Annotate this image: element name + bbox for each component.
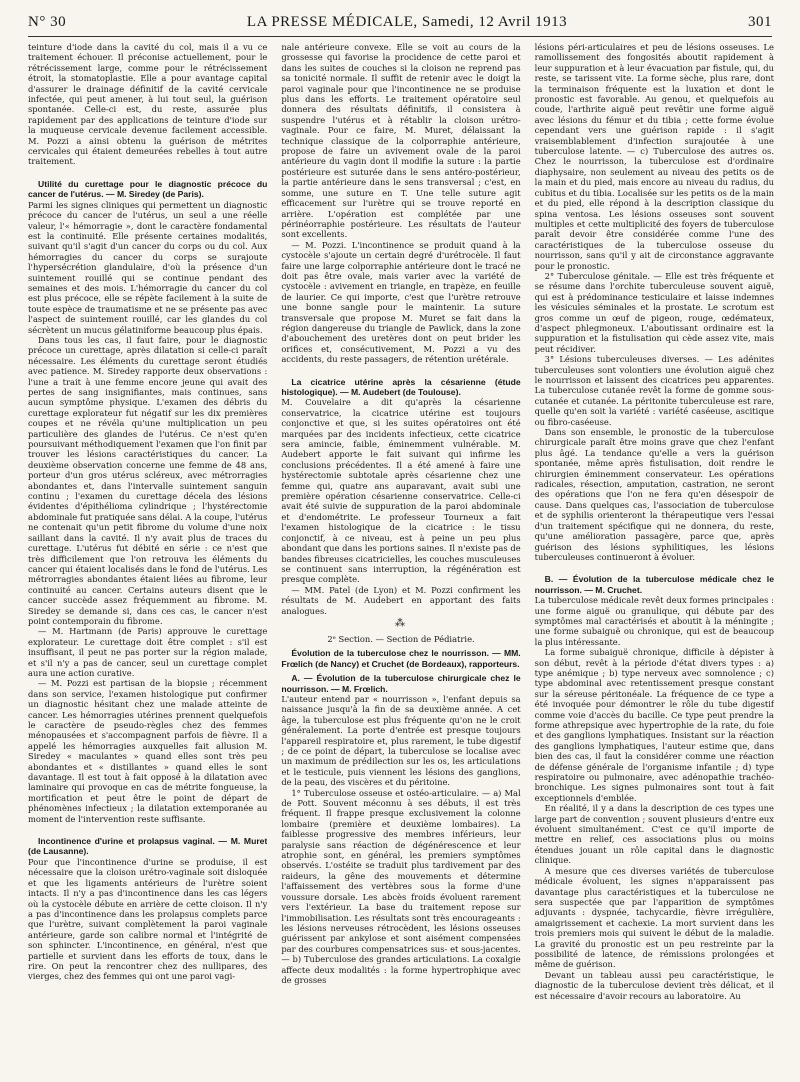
article-heading: Utilité du curettage pour le diagnostic précoce du cancer de l'utérus. — M. Siredey (de Paris). (28, 178, 268, 200)
section-title: 2ᵉ Section. — Section de Pédiatrie. (327, 633, 475, 644)
paragraph: La tuberculose médicale revêt deux formes principales : une forme aiguë ou granulique, qui débute par des symptômes mal caractérisés et aboutit à la méningite ; une forme subaiguë ou chronique, qui est de beaucoup la plus intéressante. (534, 595, 774, 647)
paragraph: — M. Pozzi est partisan de la biopsie ; récemment dans son service, l'examen histologique put confirmer un diagnostic hésitant chez une malade atteinte de cancer. Les hémorragies utérines prennent quelquefois le caractère de pseudo-règles chez des femmes ménopausées et s'accompagnent parfois de fièvre. Il a appelé les hémorragies auxquelles fait allusion M. Siredey « maculantes » quand elles sont très peu abondantes et « distillantes » quand elles le sont davantage. Il est tout à fait opposé à la dilatation avec laminaire qui provoque en cas de métrite fongueuse, la mortification et peut être le point de départ de phénomènes infectieux ; la dilatation extemporanée au moment de l'intervention reste suffisante. (28, 678, 268, 824)
column-1 (28, 42, 267, 1078)
paragraph: M. Couvelaire a dit qu'après la césarienne conservatrice, la cicatrice utérine est toujours conjonctive et que, si les suites opératoires ont été marquées par des incidents infectieux, cette cicatrice sera amincie, faible, éminemment vulnérable. M. Audebert apporte le fait suivant qui infirme les conclusions précédentes. Il a été amené à faire une hystérectomie subtotale après césarienne chez une femme qui, quatre ans auparavant, avait subi une première opération césarienne conservatrice. Celle-ci avait été suivie de suppuration de la paroi abdominale et d'endométrite. Le professeur Tourneux a fait l'examen histologique de la cicatrice : le tissu conjonctif, à ce niveau, est à peine un peu plus abondant que dans les portions saines. Il n'existe pas de bandes fibreuses cicatricielles, les couches musculeuses se continuent sans interruption, la régénération est presque complète. (281, 397, 521, 585)
paragraph: lésions péri-articulaires et peu de lésions osseuses. Le ramollissement des fongosités aboutit rapidement à leur suppuration et à leur évacuation par fistule, qui, du reste, se tarissent vite. La forme sèche, plus rare, dont la terminaison fréquente est la luxation et dont le pronostic est favorable. Au genou, et quelquefois au coude, l'arthrite aiguë peut revêtir une forme aiguë avec lésions du fémur et du tibia ; cette forme évolue cependant vers une guérison rapide : il s'agit vraisemblablement d'infection surajoutée à une tuberculose latente. — c) Tuberculose des autres os. Chez le nourrisson, la tuberculose est d'ordinaire diaphysaire, non seulement au niveau des petits os de la main et du pied, mais encore au niveau du radius, du cubitus et du tibia. Localisée sur les petits os de la main et du pied, elle répond à la description classique du spina ventosa. Les lésions osseuses sont souvent multiples et cette multiplicité des foyers de tuberculose paraît devoir être considérée comme l'une des caractéristiques de la tuberculose osseuse du nourrisson, sans qu'il y ait de circonstance aggravante pour le pronostic. (534, 42, 774, 271)
paragraph: En réalité, il y a dans la description de ces types une large part de convention ; souvent plusieurs d'entre eux évoluent simultanément. C'est ce qu'il importe de mettre en relief, ces associations plus ou moins étendues jouant un rôle capital dans le diagnostic clinique. (534, 803, 774, 866)
column-3 (535, 42, 774, 1078)
text-columns (28, 42, 774, 1078)
section-ornament: ⁂ (394, 617, 407, 629)
article-heading: Évolution de la tuberculose chez le nourrisson. — MM. Frœlich (de Nancy) et Cruchet (de Bordeaux), rapporteurs. (281, 648, 521, 669)
paragraph: Pour que l'incontinence d'urine se produise, il est nécessaire que la cloison urétro-vaginale soit disloquée et que les ligaments antérieurs de l'urètre soient intacts. Il n'y a pas d'incontinence dans les cas légers où la cystocèle débute en arrière de cette cloison. Il n'y a pas d'incontinence dans les prolapsus complets parce que l'urètre, suivant complètement la paroi vaginale antérieure, garde son calibre normal et l'intégrité de son sphincter. L'incontinence, en général, n'est que partielle et survient dans les efforts de toux, dans le rire. On peut la rencontrer chez des nullipares, des vierges, chez des femmes qui ont une paroi vagi- (28, 856, 268, 982)
journal-title: LA PRESSE MÉDICALE, Samedi, 12 Avril 1913 (246, 14, 568, 30)
column-2 (281, 42, 520, 1078)
paragraph: 2° Tuberculose génitale. — Elle est très fréquente et se résume dans l'orchite tuberculeuse souvent aiguë, qui est à prédominance testiculaire et laisse indemnes les vésicules séminales et la prostate. Le scrotum est gros comme un œuf de pigeon, rouge, œdémateux, d'aspect phlegmoneux. L'aboutissant ordinaire est la suppuration et la fistulisation qui cède assez vite, mais peut récidiver. (534, 270, 774, 354)
paragraph: — M. Hartmann (de Paris) approuve le curettage explorateur. Le curettage doit être complet : s'il est insuffisant, il peut ne pas porter sur la région malade, et s'il n'y a pas de cancer, seul un curettage complet aura une action curative. (28, 626, 268, 678)
paragraph: 1° Tuberculose osseuse et ostéo-articulaire. — a) Mal de Pott. Souvent méconnu à ses débuts, il est très fréquent. Il frappe presque exclusivement la colonne lombaire (première et deuxième lombaires). La faiblesse progressive des membres inférieurs, leur paralysie sans réaction de dégénérescence et leur atrophie sont, en général, les premiers symptômes observés. L'ostéite se traduit plus tardivement par des raideurs, la gêne des mouvements et détermine l'affaissement des vertèbres sous la forme d'une voussure dorsale. Les abcès froids évoluent rarement vers l'extérieur. La base du traitement repose sur l'immobilisation. Les résultats sont très encourageants : les lésions nerveuses rétrocèdent, les lésions osseuses guérissent par ankylose et sont aisément compensées par des courbures compensatrices sus- et sous-jacentes. — b) Tuberculose des grandes articulations. La coxalgie affecte deux modalités : la forme hypertrophique avec de grosses (281, 787, 521, 985)
spacer (535, 562, 774, 570)
paragraph: nale antérieure convexe. Elle se voit au cours de la grossesse qui favorise la procidence de cette paroi et dans les suites de couches si la cloison ne reprend pas sa tonicité normale. Il suffit de retenir avec le doigt la paroi vaginale pour que l'incontinence ne se produise plus dans les efforts. Le traitement opératoire seul donnera des résultats définitifs, il consistera à suspendre l'utérus et à rétablir la cloison urétro-vaginale. Pour ce faire, M. Muret, délaissant la technique classique de la colporraphie antérieure, propose de faire un avivement ovale de la paroi antérieure du vagin dont il modifie la suture : la partie postérieure est suturée dans le sens antéro-postérieur, la partie antérieure dans le sens transversal ; c'est, en somme, une suture en T. Une telle suture agit efficacement sur l'urètre qui se trouve reporté en arrière. L'opération est complétée par une périnéorraphie postérieure. Les résultats de l'auteur sont excellents. (281, 42, 521, 240)
header-rule (28, 36, 772, 37)
paragraph: A mesure que ces diverses variétés de tuberculose médicale évoluent, les signes n'apparaissent pas davantage plus caractéristiques et la tuberculose ne sera suspectée que par l'apparition de symptômes adjuvants : dyspnée, tachycardie, fièvre irrégulière, amaigrissement et cachexie. La mort survient dans les trois premiers mois qui suivent le début de la maladie. La gravité du pronostic est un peu restreinte par la possibilité de latence, de rémissions prolongées et même de guérison. (534, 865, 774, 970)
article-heading: B. — Évolution de la tuberculose médicale chez le nourrisson. — M. Cruchet. (534, 574, 774, 595)
paragraph: Dans tous les cas, il faut faire, pour le diagnostic précoce un curettage, après dilatation si celle-ci paraît nécessaire. Les éléments du curettage seront étudiés avec patience. M. Siredey rapporte deux observations : l'une a trait à une femme encore jeune qui avait des pertes de sang insignifiantes, mais continues, sans aucun symptôme physique. L'examen des débris du curettage explorateur fut négatif sur les dix premières coupes et ne révéla qu'une multiplication un peu particulière des glandes de l'utérus. Ce n'est qu'en poursuivant méthodiquement l'examen que l'on finit par trouver les lésions caractéristiques du cancer. La deuxième observation concerne une femme de 48 ans, porteur d'un gros utérus scléreux, avec métrorragies abondantes et, dans l'intervalle suintement sanguin continu ; l'examen du curettage décela des lésions évidentes d'épithélioma cylindrique ; l'hystérectomie abdominale fut pratiquée sans délai. A la coupe, l'utérus ne contenait qu'un petit fibrome du volume d'une noix saillant dans la cavité. Il n'y avait plus de traces du curettage. L'utérus fut débité en série : ce n'est que très difficilement que l'on retrouva les éléments du cancer qui étaient localisés dans le fond de l'utérus. Les métrorragies abondantes étaient liées au fibrome, leur continuité au cancer. Certains auteurs disent que le cancer succède assez fréquemment au fibrome. M. Siredey se demande si, dans ces cas, le cancer n'est point contemporain du fibrome. (28, 334, 268, 626)
paragraph: Devant un tableau aussi peu caractéristique, le diagnostic de la tuberculose devient très délicat, et il est nécessaire d'avoir recours au laboratoire. Au (534, 969, 774, 1001)
paragraph: — MM. Patel (de Lyon) et M. Pozzi confirment les résultats de M. Audebert en apportant des faits analogues. (281, 584, 521, 616)
paragraph: — M. Pozzi. L'incontinence se produit quand à la cystocèle s'ajoute un certain degré d'urétrocèle. Il faut faire une large colporraphie antérieure dont le tracé ne doit pas être ovale, mais varier avec la variété de cystocèle : avivement en triangle, en trapèze, en feuille de laurier. Ce qui importe, c'est que l'urètre retrouve une bonne sangle pour le maintenir. La suture transversale que propose M. Muret se fait dans la région dangereuse du triangle de Pawlick, dans la zone d'abouchement des uretères dont on peut brider les orifices et, consécutivement, M. Pozzi a vu des accidents, du reste passagers, de rétention urétérale. (281, 239, 521, 365)
page-header (28, 14, 772, 36)
issue-number: N° 30 (28, 14, 67, 30)
spacer (28, 824, 267, 832)
article-heading: Incontinence d'urine et prolapsus vaginal. — M. Muret (de Lausanne). (28, 836, 268, 857)
paragraph: Parmi les signes cliniques qui permettent un diagnostic précoce du cancer de l'utérus, un seul a une réelle valeur, l'« hémorragie », dont le caractère fondamental est la continuité. Elle présente certaines modalités, suivant qu'il s'agit d'un cancer du corps ou du col. Aux hémorragies du cancer du corps se surajoute l'hypersécrétion glandulaire, d'où la présence d'un suintement rouillé qui se continue pendant des semaines et des mois. L'hémorragie du cancer du col est plus précoce, elle se répète facilement à la suite de toute espèce de traumatisme et ne se présente pas avec l'aspect de suintement rouillé, car les glandes du col sécrètent un mucus gélatiniforme beaucoup plus épais. (28, 199, 268, 335)
paragraph: 3° Lésions tuberculeuses diverses. — Les adénites tuberculeuses sont volontiers une évolution aiguë chez le nourrisson et laissent des cicatrices peu apparentes. La tuberculose cutanée revêt la forme de gomme sous-cutanée et cutanée. La péritonite tuberculeuse est rare, quelle qu'en soit la variété : variété caséeuse, ascitique ou fibro-caséeuse. (534, 354, 774, 427)
paragraph: teinture d'iode dans la cavité du col, mais il a vu ce traitement échouer. Il préconise actuellement, pour le rétrécissement large, comme pour le rétrécissement étroit, la stomatoplastie. Elle a pour avantage capital d'assurer le drainage définitif de la cavité cervicale infectée, qui peut amener, à lui tout seul, la guérison spontanée. Celle-ci est, du reste, assurée plus rapidement par des applications de teinture d'iode sur la muqueuse cervicale devenue facilement accessible. M. Pozzi a ainsi obtenu la guérison de métrites cervicales qui étaient demeurées rebelles à tout autre traitement. (28, 42, 268, 167)
paragraph: L'auteur entend par « nourrisson », l'enfant depuis sa naissance jusqu'à la fin de sa deuxième année. A cet âge, la tuberculose est plus fréquente qu'on ne le croit généralement. La porte d'entrée est presque toujours l'appareil respiratoire et, plus rarement, le tube digestif ; de ce point de départ, la tuberculose se localise avec un maximum de prédilection sur les os, les articulations et le testicule, puis viennent les lésions des ganglions, de la peau, des viscères et du péritoine. (281, 693, 521, 788)
page-number: 301 (747, 14, 772, 30)
paragraph: Dans son ensemble, le pronostic de la tuberculose chirurgicale paraît être moins grave que chez l'enfant plus âgé. La tendance qu'elle a vers la guérison spontanée, même après fistulisation, doit rendre le chirurgien éminemment conservateur. Les opérations radicales, résection, amputation, castration, ne seront des opérations que l'on ne fera qu'en désespoir de cause. Dans quelques cas, l'association de tuberculose et de syphilis orienteront la thérapeutique vers l'essai d'un traitement spécifique qui ne donnera, du reste, qu'une amélioration passagère, parce que, après guérison des lésions syphilitiques, les lésions tuberculeuses continueront à évoluer. (534, 427, 774, 562)
article-subheading: A. — Évolution de la tuberculose chirurgicale chez le nourrisson. — M. Frœlich. (281, 673, 521, 694)
spacer (28, 167, 267, 175)
article-heading: La cicatrice utérine après la césarienne (étude histologique). — M. Audebert (de Toulouse). (281, 376, 521, 397)
spacer (281, 365, 520, 373)
paragraph: La forme subaiguë chronique, difficile à dépister à son début, revêt à la période d'état divers types : a) type anémique ; b) type nerveux avec somnolence ; c) type abdominal avec retentissement presque constant sur la séreuse péritonéale. La fréquence de ce type a été invoquée pour démontrer le rôle du tube digestif comme voie d'accès du bacille. Ce type peut prendre la forme athrepsique avec hypertrophie de la rate, du foie et des ganglions lymphatiques. Insistant sur la réaction des ganglions lymphatiques, l'auteur estime que, dans bien des cas, il faut la considérer comme une réaction de défense générale de l'organisme infantile ; d) type respiratoire ou pulmonaire, avec adénopathie trachéo-bronchique. Les signes pulmonaires sont tout à fait exceptionnels d'emblée. (534, 647, 774, 803)
